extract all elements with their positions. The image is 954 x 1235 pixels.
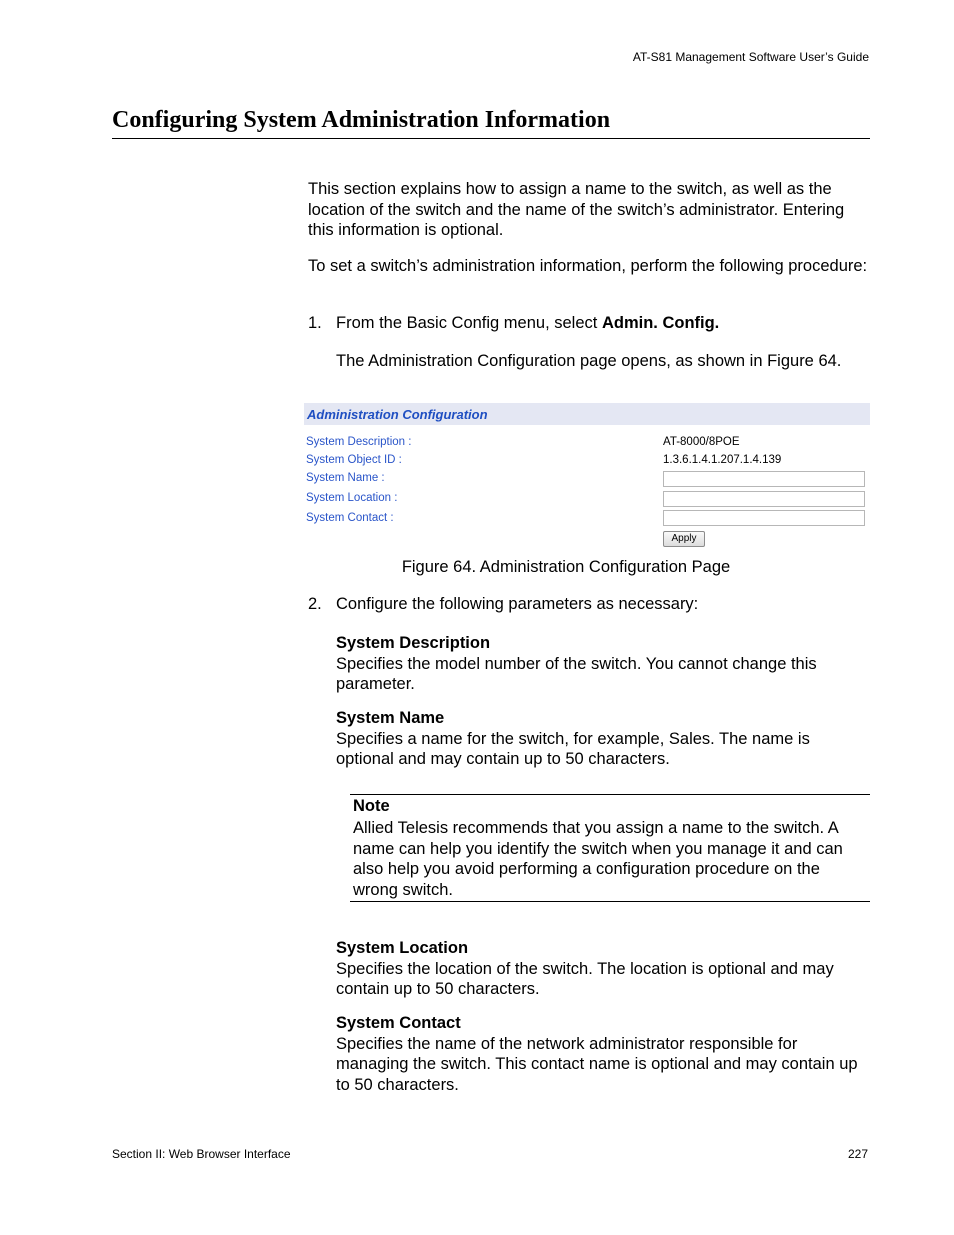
field-label-system-description: System Description :: [306, 436, 412, 448]
field-label-system-location: System Location :: [306, 492, 398, 504]
note-text: Allied Telesis recommends that you assign a name to the switch. A name can help you identify the switch when you manage it and can also help you avoid performing a configuration procedure on the wrong switch.: [353, 819, 843, 899]
apply-button[interactable]: Apply: [663, 531, 705, 547]
param-system-contact: [336, 1013, 866, 1095]
menu-item-reference: Admin. Config.: [601, 314, 720, 332]
step-text-plain: From the Basic Config menu, select: [336, 314, 602, 332]
note-box: [350, 794, 870, 902]
field-label-system-contact: System Contact :: [306, 512, 394, 524]
step-number: 2.: [308, 595, 322, 613]
param-system-location: [336, 938, 866, 1000]
param-term: System Location: [336, 939, 469, 957]
param-system-description: [336, 633, 866, 695]
system-contact-input[interactable]: [663, 510, 865, 526]
intro-paragraph: To set a switch’s administration information, perform the following procedure:: [308, 257, 868, 275]
section-title: Configuring System Administration Information: [112, 107, 870, 139]
param-description: Specifies the name of the network administrator responsible for managing the switch. This contact name is optional and may contain up to 50 characters.: [336, 1034, 858, 1094]
running-header: AT-S81 Management Software User’s Guide: [632, 50, 869, 64]
field-value-system-description: AT-8000/8POE: [663, 436, 740, 448]
step-text: Configure the following parameters as necessary:: [336, 595, 699, 613]
param-description: Specifies the location of the switch. The location is optional and may contain up to 50 characters.: [336, 959, 834, 998]
param-system-name: [336, 708, 866, 770]
intro-paragraph: This section explains how to assign a name to the switch, as well as the location of the switch and the name of the switch’s administrator. Entering this information is optional.: [308, 180, 845, 239]
note-title: Note: [353, 797, 390, 815]
system-location-input[interactable]: [663, 491, 865, 507]
field-value-system-object-id: 1.3.6.1.4.1.207.1.4.139: [663, 454, 782, 466]
step-number: 1.: [308, 314, 322, 332]
param-description: Specifies a name for the switch, for example, Sales. The name is optional and may contain up to 50 characters.: [336, 729, 810, 768]
figure-caption: Figure 64. Administration Configuration Page: [401, 558, 731, 576]
step-result: The Administration Configuration page opens, as shown in Figure 64.: [336, 352, 842, 370]
figure-header-bar: [304, 403, 870, 425]
param-term: System Name: [336, 709, 445, 727]
figure-header-title: Administration Configuration: [307, 407, 488, 422]
param-description: Specifies the model number of the switch. You cannot change this parameter.: [336, 654, 817, 693]
page-number: 227: [847, 1147, 868, 1161]
footer-section: Section II: Web Browser Interface: [112, 1147, 291, 1161]
param-term: System Contact: [336, 1014, 461, 1032]
param-term: System Description: [336, 634, 491, 652]
step-text: [336, 314, 719, 333]
system-name-input[interactable]: [663, 471, 865, 487]
field-label-system-name: System Name :: [306, 472, 385, 484]
field-label-system-object-id: System Object ID :: [306, 454, 402, 466]
admin-config-figure: [304, 403, 870, 548]
